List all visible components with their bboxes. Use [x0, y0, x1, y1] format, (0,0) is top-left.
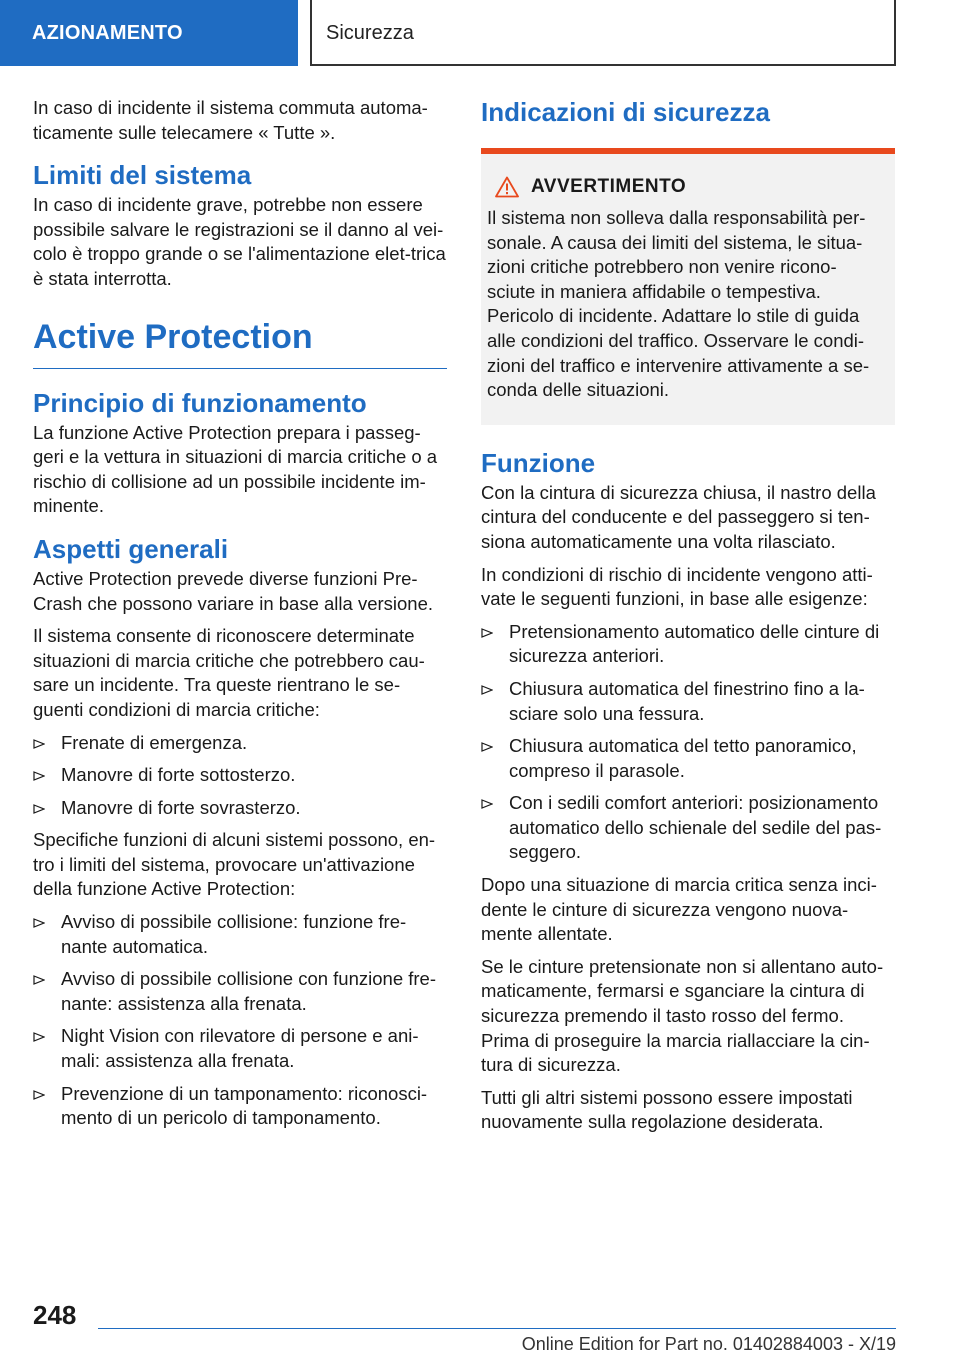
limits-paragraph: In caso di incidente grave, potrebbe non essere possibile salvare le registrazioni se il danno al vei-colo è troppo grande o se l'alimentazione elet-trica è stata interrotta. [33, 194, 446, 289]
list-item [481, 734, 895, 783]
function-paragraph-4: Se le cinture pretensionate non si allentano auto-maticamente, fermarsi e sganciare la cintura di sicurezza premendo il tasto rosso del fermo. Prima di proseguire la marcia riallacciare la cin-tura di sicurezza. [481, 955, 884, 1076]
triangle-right-outline-icon [33, 804, 45, 814]
warning-box [481, 148, 895, 425]
chapter-tab: Sicurezza [310, 0, 896, 66]
system-functions-list [33, 910, 447, 1131]
list-item [33, 796, 447, 821]
list-item-text: Avviso di possibile collisione: funzione fre-nante automatica. [61, 911, 407, 957]
general-paragraph-1: Active Protection prevede diverse funzioni Pre-Crash che possono variare in base alla versione. [33, 567, 434, 614]
triangle-right-outline-icon [481, 799, 493, 809]
general-paragraph-3: Specifiche funzioni di alcuni sistemi possono, en-tro i limiti del sistema, provocare un'attivazione della funzione Active Protection: [33, 829, 436, 900]
section-title: Active Protection [33, 317, 313, 356]
page-header [0, 0, 960, 66]
section-divider [33, 368, 447, 369]
list-item-text: Prevenzione di un tamponamento: riconosci-mento di un pericolo di tamponamento. [61, 1082, 428, 1129]
triangle-right-outline-icon [33, 918, 45, 928]
function-paragraph-5: Tutti gli altri sistemi possono essere impostati nuovamente sulla regolazione desiderata. [481, 1086, 853, 1133]
activated-functions-list [481, 620, 895, 865]
critical-conditions-list [33, 731, 447, 821]
general-paragraph-2: Il sistema consente di riconoscere determinate situazioni di marcia critiche che potrebbero cau-sare un incidente. Tra queste rientrano le se-guenti condizioni di marcia critiche: [33, 625, 425, 720]
left-column [33, 96, 447, 1139]
page-number: 248 [33, 1300, 77, 1330]
list-item [481, 620, 895, 669]
list-item [481, 677, 895, 726]
list-item-text: Chiusura automatica del tetto panoramico, compreso il parasole. [509, 735, 857, 781]
list-item-text: Pretensionamento automatico delle cinture di sicurezza anteriori. [509, 620, 880, 667]
safety-heading: Indicazioni di sicurezza [481, 97, 770, 127]
triangle-right-outline-icon [33, 1032, 45, 1042]
list-item-text: Avviso di possibile collisione con funzione fre-nante: assistenza alla frenata. [61, 968, 436, 1014]
limits-heading: Limiti del sistema [33, 160, 252, 191]
function-paragraph-3: Dopo una situazione di marcia critica senza inci-dente le cinture di sicurezza vengono nuova-mente allentate. [481, 874, 877, 945]
list-item [33, 910, 447, 959]
list-item-text: Con i sedili comfort anteriori: posizionamento automatico dello schienale del sedile del pas-seggero. [509, 792, 882, 863]
function-paragraph-1: Con la cintura di sicurezza chiusa, il nastro della cintura del conducente e del passeggero si ten-siona automaticamente una volta rilasciato. [481, 481, 876, 552]
warning-header [487, 154, 881, 198]
list-item [481, 791, 895, 865]
edition-note: Online Edition for Part no. 01402884003 - X/19 [521, 1334, 896, 1354]
list-item [33, 763, 447, 788]
list-item [33, 967, 447, 1016]
list-item-text: Chiusura automatica del finestrino fino a la-sciare solo una fessura. [509, 677, 865, 724]
list-item-text: Manovre di forte sovrasterzo. [61, 796, 301, 818]
warning-title: AVVERTIMENTO [531, 176, 687, 197]
principle-heading: Principio di funzionamento [33, 387, 367, 418]
general-heading: Aspetti generali [33, 533, 229, 564]
footer-divider [98, 1328, 896, 1329]
list-item-text: Frenate di emergenza. [61, 731, 248, 753]
function-paragraph-2: In condizioni di rischio di incidente vengono atti-vate le seguenti funzioni, in base alle esigenze: [481, 563, 873, 610]
list-item [33, 731, 447, 756]
warning-triangle-icon [495, 176, 519, 198]
list-item-text: Night Vision con rilevatore di persone e ani-mali: assistenza alla frenata. [61, 1025, 419, 1072]
triangle-right-outline-icon [33, 975, 45, 985]
principle-paragraph: La funzione Active Protection prepara i passeg-geri e la vettura in situazioni di marcia critiche o a rischio di collisione ad un possibile incidente im-minente. [33, 421, 438, 517]
warning-text: Il sistema non solleva dalla responsabilità per-sonale. A causa dei limiti del sistema, le situa-zioni critiche potrebbero non venire ricono-sciute in maniera affidabile o tempestiva. Pericolo di incidente. Adattare lo stile di guida alle condizioni del traffico. Osservare le condi-zioni del traffico e intervenire attivamente a se-conda delle situazioni. [487, 207, 870, 401]
triangle-right-outline-icon [33, 739, 45, 749]
triangle-right-outline-icon [481, 742, 493, 752]
list-item [33, 1024, 447, 1073]
triangle-right-outline-icon [33, 1090, 45, 1100]
function-heading: Funzione [481, 447, 596, 478]
right-column [481, 96, 895, 1143]
list-item-text: Manovre di forte sottosterzo. [61, 764, 296, 786]
triangle-right-outline-icon [33, 771, 45, 781]
triangle-right-outline-icon [481, 628, 493, 638]
intro-paragraph: In caso di incidente il sistema commuta automa-ticamente sulle telecamere « Tutte ». [33, 97, 428, 143]
list-item [33, 1082, 447, 1131]
triangle-right-outline-icon [481, 685, 493, 695]
section-tab: AZIONAMENTO [0, 0, 298, 66]
